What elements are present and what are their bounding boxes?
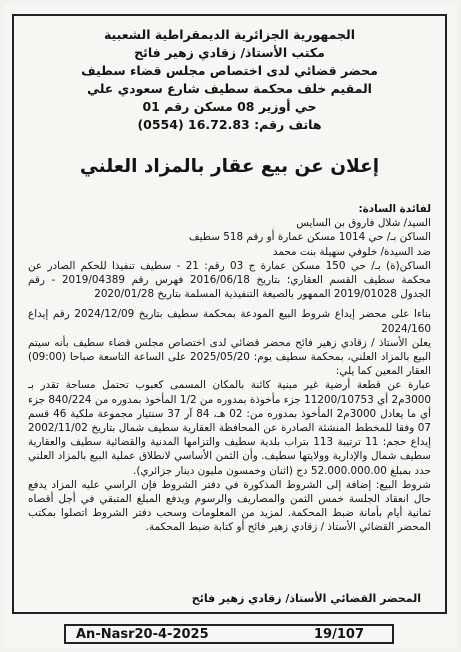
header-republic: الجمهورية الجزائرية الديمقراطية الشعبية [103,27,356,42]
footer-newspaper-date: An-Nasr20-4-2025 [76,626,209,642]
footer-reference: 19/107 [314,626,364,642]
body-defendant: ضد السيدة/ خلوفي سهيلة بنت محمد [272,245,431,258]
notice-page [4,4,457,648]
body-plaintiff: السيد/ شلال فاروق بن السايس [296,217,431,230]
header-phone: هاتف رقم: 16.72.83 (0554) [137,117,322,132]
header-office: مكتب الأستاذ/ زقادي زهير فائح [134,45,325,60]
body-announcement: يعلن الأستاذ / زقادي زهير فائح محضر قضائي لدى اختصاص مجلس قضاء سطيف بأنه سيتم البيع بالمزاد العلني، بمحكمة سطيف يوم: 2025/05/20 على الساعة التاسعة صباحا (09:00) العقار المعين كما يلي: [28,336,431,378]
notice-body [28,202,431,535]
body-defendant-address: الساكن(ة) بـ/ حي 150 مسكن عمارة ج 03 رقم: 21 - سطيف تنفيذا للحكم الصادر عن محكمة سطيف القسم العقاري؛ بتاريخ 2016/06/18 فهرس رقم 2019/04389 - رقم الجدول 2019/01028 الممهور بالصيغة التنفيذية المسلمة بتاريخ 2020/01/28 [28,259,431,301]
notice-title: إعلان عن بيع عقار بالمزاد العلني [79,156,380,177]
body-plaintiff-address: الساكن بـ/ حي 1014 مسكن عمارة أو رقم 518 سطيف [188,231,431,244]
body-for: لفائدة السادة: [358,203,431,215]
body-conditions: شروط البيع: إضافة إلى الشروط المذكورة في دفتر الشروط فإن الراسي عليه المزاد يدفع حال انعقاد الجلسة خمس الثمن والمصاريف والرسوم ويدفع المبلغ المتبقي في أجل أقصاه ثمانية أيام بأمانة ضبط المحكمة. لمزيد من المعلومات وسحب دفتر الشروط اتصلوا بمكتب المحضر القضائي الأستاذ / زقادي زهير فائح أو كتابة ضبط المحكمة. [28,478,431,534]
body-deposit: بناءا على محضر إيداع شروط البيع المودعة بمحكمة سطيف بتاريخ 2024/12/09 رقم إيداع 2024/160 [28,308,432,335]
header-address: المقيم خلف محكمة سطيف شارع سعودي علي [87,81,372,96]
notice-frame [12,14,447,614]
header-bailiff: محضر قضائي لدى اختصاص مجلس قضاء سطيف [81,63,378,78]
body-property: عبارة عن قطعة أرضية غير مبنية كائنة بالمكان المسمى كعبوب تحتمل مساحة تقدر بـ 3000م2 أي 11200/10753 جزء مأخوذة بمدوره من 1/2 المأخوذ بمدوره من 840/224 جزء أي ما يعادل 3000م2 المأخوذ بمدوره من: 02 هـ، 84 آر 37 سنتيار مجموعة ملكية 46 قسم 07 وفقا للمخطط المنشئة الصادرة عن المحافظة العقارية سطيف شمال بتاريخ 2002/11/02 إيداع حجم: 11 ترتيبة 113 بتراب بلدية سطيف والتزامها المدنية والقضائية سطيف والعقارية سطيف شمال والإدارية وولايتها سطيف. وأن الثمن الأساسي لانطلاق عملية البيع بالمزاد العلني حدد بمبلغ 52.000.000.00 دج (اثنان وخمسون مليون دينار جزائري). [28,379,431,477]
publication-footer [64,624,394,644]
signature: المحضر القضائي الأستاذ/ زقادي زهير فائح [191,592,421,605]
header-district: حي أوزير 08 مسكن رقم 01 [142,99,317,114]
notice-header [14,26,445,134]
